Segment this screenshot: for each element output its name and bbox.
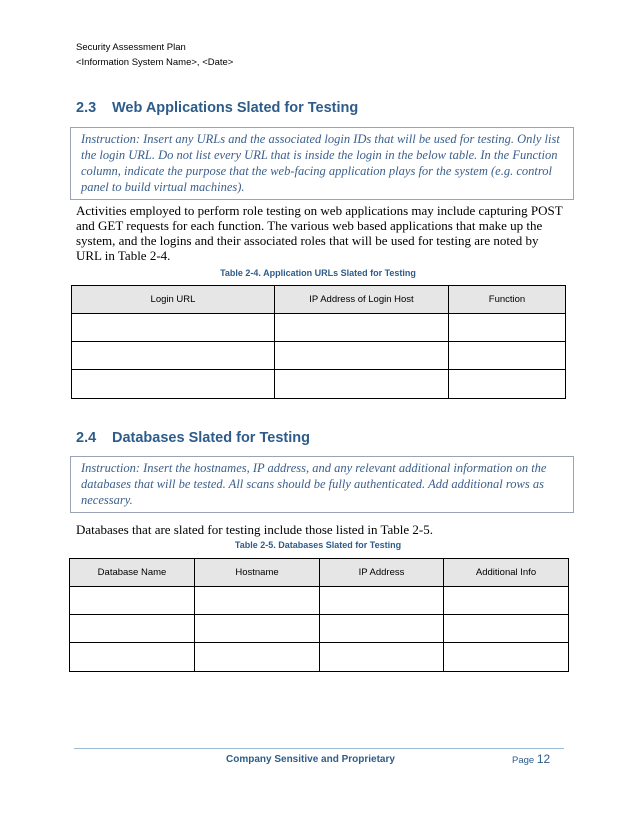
table-row	[70, 587, 569, 615]
header-title: Security Assessment Plan	[76, 42, 186, 53]
table-header-row	[70, 559, 569, 587]
table-cell[interactable]	[70, 615, 195, 643]
footer-divider	[74, 748, 564, 749]
column-header: IP Address	[320, 559, 444, 587]
section-heading-databases	[76, 430, 310, 446]
header-subtitle: <Information System Name>, <Date>	[76, 57, 234, 68]
table-row	[72, 342, 566, 370]
table-databases	[69, 558, 569, 672]
footer-classification: Company Sensitive and Proprietary	[226, 754, 395, 765]
page-label: Page	[512, 755, 535, 766]
table-cell[interactable]	[70, 587, 195, 615]
footer-page-number	[512, 752, 550, 766]
column-header: Additional Info	[444, 559, 569, 587]
column-header: Database Name	[70, 559, 195, 587]
document-header	[76, 40, 233, 70]
table-caption-2-5: Table 2-5. Databases Slated for Testing	[234, 540, 402, 550]
table-cell[interactable]	[72, 314, 275, 342]
table-row	[72, 370, 566, 399]
table-cell[interactable]	[444, 615, 569, 643]
table-cell[interactable]	[449, 314, 566, 342]
table-cell[interactable]	[320, 615, 444, 643]
section-title: Web Applications Slated for Testing	[112, 100, 359, 116]
table-row	[72, 314, 566, 342]
table-cell[interactable]	[320, 643, 444, 672]
table-header-row	[72, 286, 566, 314]
table-cell[interactable]	[275, 370, 449, 399]
table-cell[interactable]	[320, 587, 444, 615]
instruction-box-databases: Instruction: Insert the hostnames, IP address, and any relevant additional information on the databases that will be tested. All scans should be fully authenticated. Add additional rows as necessary.	[70, 456, 574, 513]
table-cell[interactable]	[195, 587, 320, 615]
table-row	[70, 615, 569, 643]
column-header: Function	[449, 286, 566, 314]
table-cell[interactable]	[449, 342, 566, 370]
instruction-box-web-apps: Instruction: Insert any URLs and the associated login IDs that will be used for testing. Only list the login URL. Do not list every URL that is inside the login in the below table. In the Function column, indicate the purpose that the web-facing application plays for the system (e.g. control panel to build virtual machines).	[70, 127, 574, 200]
page-number: 12	[536, 752, 551, 766]
table-cell[interactable]	[444, 587, 569, 615]
table-cell[interactable]	[195, 615, 320, 643]
section-number: 2.3	[76, 100, 97, 116]
section-title: Databases Slated for Testing	[112, 430, 310, 446]
table-cell[interactable]	[275, 342, 449, 370]
section-number: 2.4	[76, 430, 97, 446]
table-cell[interactable]	[72, 370, 275, 399]
table-cell[interactable]	[72, 342, 275, 370]
table-cell[interactable]	[444, 643, 569, 672]
table-row	[70, 643, 569, 672]
paragraph-web-apps: Activities employed to perform role testing on web applications may include capturing POST and GET requests for each function. The various web based applications that make up the system, and the logins and their associated roles that will be used for testing are noted by URL in Table 2-4.	[76, 203, 563, 263]
column-header: Login URL	[72, 286, 275, 314]
table-cell[interactable]	[449, 370, 566, 399]
column-header: Hostname	[195, 559, 320, 587]
table-application-urls	[71, 285, 566, 399]
table-cell[interactable]	[275, 314, 449, 342]
paragraph-databases: Databases that are slated for testing include those listed in Table 2-5.	[76, 522, 433, 537]
table-caption-2-4: Table 2-4. Application URLs Slated for Testing	[220, 268, 416, 278]
table-cell[interactable]	[70, 643, 195, 672]
column-header: IP Address of Login Host	[275, 286, 449, 314]
section-heading-web-apps	[76, 100, 358, 116]
table-cell[interactable]	[195, 643, 320, 672]
